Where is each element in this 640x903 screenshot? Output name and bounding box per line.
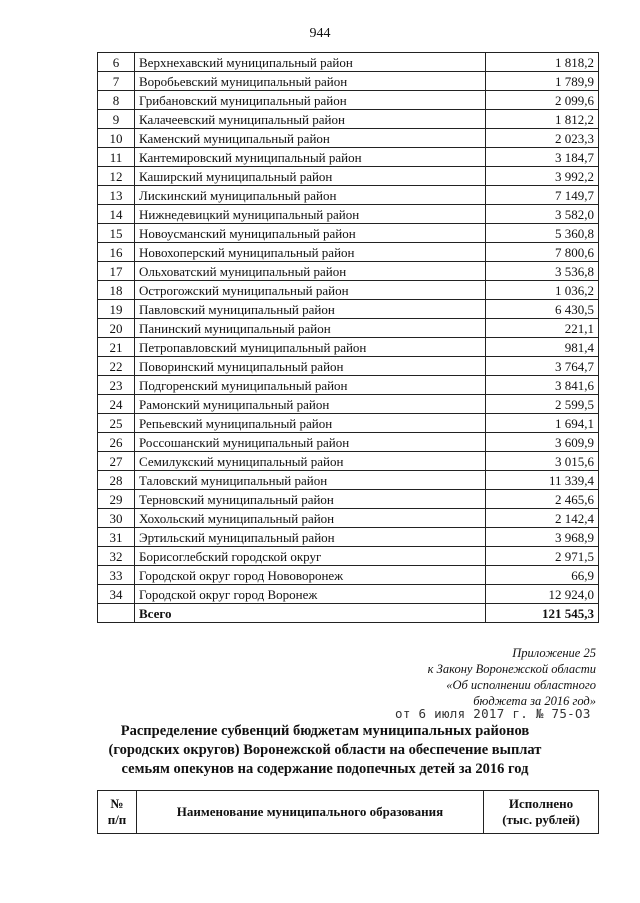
row-number: 30 bbox=[98, 509, 135, 528]
municipality-name: Терновский муниципальный район bbox=[135, 490, 486, 509]
table-row bbox=[98, 433, 599, 452]
table-row bbox=[98, 319, 599, 338]
executed-amount: 7 800,6 bbox=[486, 243, 599, 262]
executed-amount: 3 015,6 bbox=[486, 452, 599, 471]
executed-amount: 3 609,9 bbox=[486, 433, 599, 452]
table-row bbox=[98, 376, 599, 395]
municipality-name: Подгоренский муниципальный район bbox=[135, 376, 486, 395]
executed-amount: 1 818,2 bbox=[486, 53, 599, 72]
row-number: 31 bbox=[98, 528, 135, 547]
header-num-abbr: п/п bbox=[107, 812, 127, 827]
executed-amount: 3 841,6 bbox=[486, 376, 599, 395]
table-row bbox=[98, 338, 599, 357]
municipality-name: Ольховатский муниципальный район bbox=[135, 262, 486, 281]
row-number: 33 bbox=[98, 566, 135, 585]
row-number: 25 bbox=[98, 414, 135, 433]
row-number: 6 bbox=[98, 53, 135, 72]
executed-amount: 3 968,9 bbox=[486, 528, 599, 547]
executed-amount: 12 924,0 bbox=[486, 585, 599, 604]
header-name-cell: Наименование муниципального образования bbox=[137, 791, 484, 834]
row-number: 29 bbox=[98, 490, 135, 509]
table-row bbox=[98, 585, 599, 604]
municipality-name: Борисоглебский городской округ bbox=[135, 547, 486, 566]
executed-amount: 2 465,6 bbox=[486, 490, 599, 509]
page-number: 944 bbox=[309, 26, 331, 41]
municipality-name: Рамонский муниципальный район bbox=[135, 395, 486, 414]
municipality-name: Калачеевский муниципальный район bbox=[135, 110, 486, 129]
municipality-name: Таловский муниципальный район bbox=[135, 471, 486, 490]
municipality-name: Нижнедевицкий муниципальный район bbox=[135, 205, 486, 224]
table-row bbox=[98, 414, 599, 433]
row-number: 18 bbox=[98, 281, 135, 300]
executed-amount: 3 764,7 bbox=[486, 357, 599, 376]
row-number: 22 bbox=[98, 357, 135, 376]
table-row bbox=[98, 167, 599, 186]
header-num-symbol: № bbox=[110, 796, 124, 811]
law-date-stamp: от 6 июля 2017 г. № 75-ОЗ bbox=[395, 706, 591, 721]
header-row bbox=[98, 791, 599, 834]
appendix-reference bbox=[276, 645, 596, 709]
table-row bbox=[98, 110, 599, 129]
table-row bbox=[98, 91, 599, 110]
row-number: 24 bbox=[98, 395, 135, 414]
municipality-name: Хохольский муниципальный район bbox=[135, 509, 486, 528]
row-number: 26 bbox=[98, 433, 135, 452]
table-row bbox=[98, 566, 599, 585]
table-row bbox=[98, 53, 599, 72]
table-row bbox=[98, 490, 599, 509]
table-row bbox=[98, 547, 599, 566]
subsidy-table-body bbox=[98, 53, 599, 604]
executed-amount: 1 789,9 bbox=[486, 72, 599, 91]
table-row bbox=[98, 148, 599, 167]
row-number: 23 bbox=[98, 376, 135, 395]
executed-amount: 981,4 bbox=[486, 338, 599, 357]
header-value-unit: (тыс. рублей) bbox=[502, 812, 580, 827]
appendix-line-3: «Об исполнении областного bbox=[446, 678, 596, 692]
row-number: 7 bbox=[98, 72, 135, 91]
municipality-name: Россошанский муниципальный район bbox=[135, 433, 486, 452]
appendix-line-4: бюджета за 2016 год» bbox=[473, 694, 596, 708]
table-row bbox=[98, 452, 599, 471]
executed-amount: 221,1 bbox=[486, 319, 599, 338]
row-number: 17 bbox=[98, 262, 135, 281]
executed-amount: 1 694,1 bbox=[486, 414, 599, 433]
executed-amount: 3 184,7 bbox=[486, 148, 599, 167]
executed-amount: 2 023,3 bbox=[486, 129, 599, 148]
municipality-name: Новоусманский муниципальный район bbox=[135, 224, 486, 243]
municipality-name: Воробьевский муниципальный район bbox=[135, 72, 486, 91]
municipality-name: Каширский муниципальный район bbox=[135, 167, 486, 186]
executed-amount: 66,9 bbox=[486, 566, 599, 585]
municipality-name: Каменский муниципальный район bbox=[135, 129, 486, 148]
municipality-name: Павловский муниципальный район bbox=[135, 300, 486, 319]
table-row bbox=[98, 72, 599, 91]
appendix-line-1: Приложение 25 bbox=[512, 646, 596, 660]
row-number: 12 bbox=[98, 167, 135, 186]
municipality-name: Кантемировский муниципальный район bbox=[135, 148, 486, 167]
executed-amount: 2 971,5 bbox=[486, 547, 599, 566]
executed-amount: 2 099,6 bbox=[486, 91, 599, 110]
municipality-name: Лискинский муниципальный район bbox=[135, 186, 486, 205]
municipality-name: Панинский муниципальный район bbox=[135, 319, 486, 338]
municipality-name: Петропавловский муниципальный район bbox=[135, 338, 486, 357]
row-number: 20 bbox=[98, 319, 135, 338]
row-number: 14 bbox=[98, 205, 135, 224]
row-number: 21 bbox=[98, 338, 135, 357]
total-num-cell bbox=[98, 604, 135, 623]
row-number: 9 bbox=[98, 110, 135, 129]
municipality-name: Поворинский муниципальный район bbox=[135, 357, 486, 376]
total-label: Всего bbox=[135, 604, 486, 623]
total-value: 121 545,3 bbox=[486, 604, 599, 623]
executed-amount: 3 582,0 bbox=[486, 205, 599, 224]
row-number: 15 bbox=[98, 224, 135, 243]
municipality-name: Грибановский муниципальный район bbox=[135, 91, 486, 110]
document-heading bbox=[80, 722, 570, 779]
executed-amount: 7 149,7 bbox=[486, 186, 599, 205]
table-row bbox=[98, 357, 599, 376]
municipality-name: Верхнехавский муниципальный район bbox=[135, 53, 486, 72]
table-row bbox=[98, 224, 599, 243]
municipality-name: Эртильский муниципальный район bbox=[135, 528, 486, 547]
row-number: 11 bbox=[98, 148, 135, 167]
municipality-name: Репьевский муниципальный район bbox=[135, 414, 486, 433]
municipality-name: Городской округ город Нововоронеж bbox=[135, 566, 486, 585]
executed-amount: 6 430,5 bbox=[486, 300, 599, 319]
heading-line-2: (городских округов) Воронежской области на обеспечение выплат bbox=[108, 742, 542, 758]
table-row bbox=[98, 281, 599, 300]
executed-amount: 1 036,2 bbox=[486, 281, 599, 300]
row-number: 28 bbox=[98, 471, 135, 490]
appendix-line-2: к Закону Воронежской области bbox=[427, 662, 596, 676]
municipality-name: Семилукский муниципальный район bbox=[135, 452, 486, 471]
table-row bbox=[98, 395, 599, 414]
table-row bbox=[98, 262, 599, 281]
executed-amount: 5 360,8 bbox=[486, 224, 599, 243]
row-number: 27 bbox=[98, 452, 135, 471]
row-number: 34 bbox=[98, 585, 135, 604]
municipality-name: Городской округ город Воронеж bbox=[135, 585, 486, 604]
row-number: 8 bbox=[98, 91, 135, 110]
executed-amount: 2 142,4 bbox=[486, 509, 599, 528]
executed-amount: 3 992,2 bbox=[486, 167, 599, 186]
table-row bbox=[98, 129, 599, 148]
header-num-cell bbox=[98, 791, 137, 834]
table-row bbox=[98, 509, 599, 528]
heading-line-1: Распределение субвенций бюджетам муниципальных районов bbox=[120, 723, 530, 739]
row-number: 13 bbox=[98, 186, 135, 205]
table-row bbox=[98, 243, 599, 262]
table-row bbox=[98, 205, 599, 224]
row-number: 19 bbox=[98, 300, 135, 319]
executed-amount: 2 599,5 bbox=[486, 395, 599, 414]
executed-amount: 1 812,2 bbox=[486, 110, 599, 129]
table-row bbox=[98, 471, 599, 490]
municipality-name: Новохоперский муниципальный район bbox=[135, 243, 486, 262]
row-number: 10 bbox=[98, 129, 135, 148]
header-table bbox=[97, 790, 599, 834]
table-row bbox=[98, 528, 599, 547]
municipality-name: Острогожский муниципальный район bbox=[135, 281, 486, 300]
table-row bbox=[98, 300, 599, 319]
row-number: 32 bbox=[98, 547, 135, 566]
heading-line-3: семьям опекунов на содержание подопечных детей за 2016 год bbox=[121, 761, 529, 777]
row-number: 16 bbox=[98, 243, 135, 262]
subsidy-table bbox=[97, 52, 599, 623]
executed-amount: 3 536,8 bbox=[486, 262, 599, 281]
executed-amount: 11 339,4 bbox=[486, 471, 599, 490]
total-row bbox=[98, 604, 599, 623]
table-row bbox=[98, 186, 599, 205]
header-value-title: Исполнено bbox=[508, 796, 574, 811]
header-value-cell bbox=[484, 791, 599, 834]
